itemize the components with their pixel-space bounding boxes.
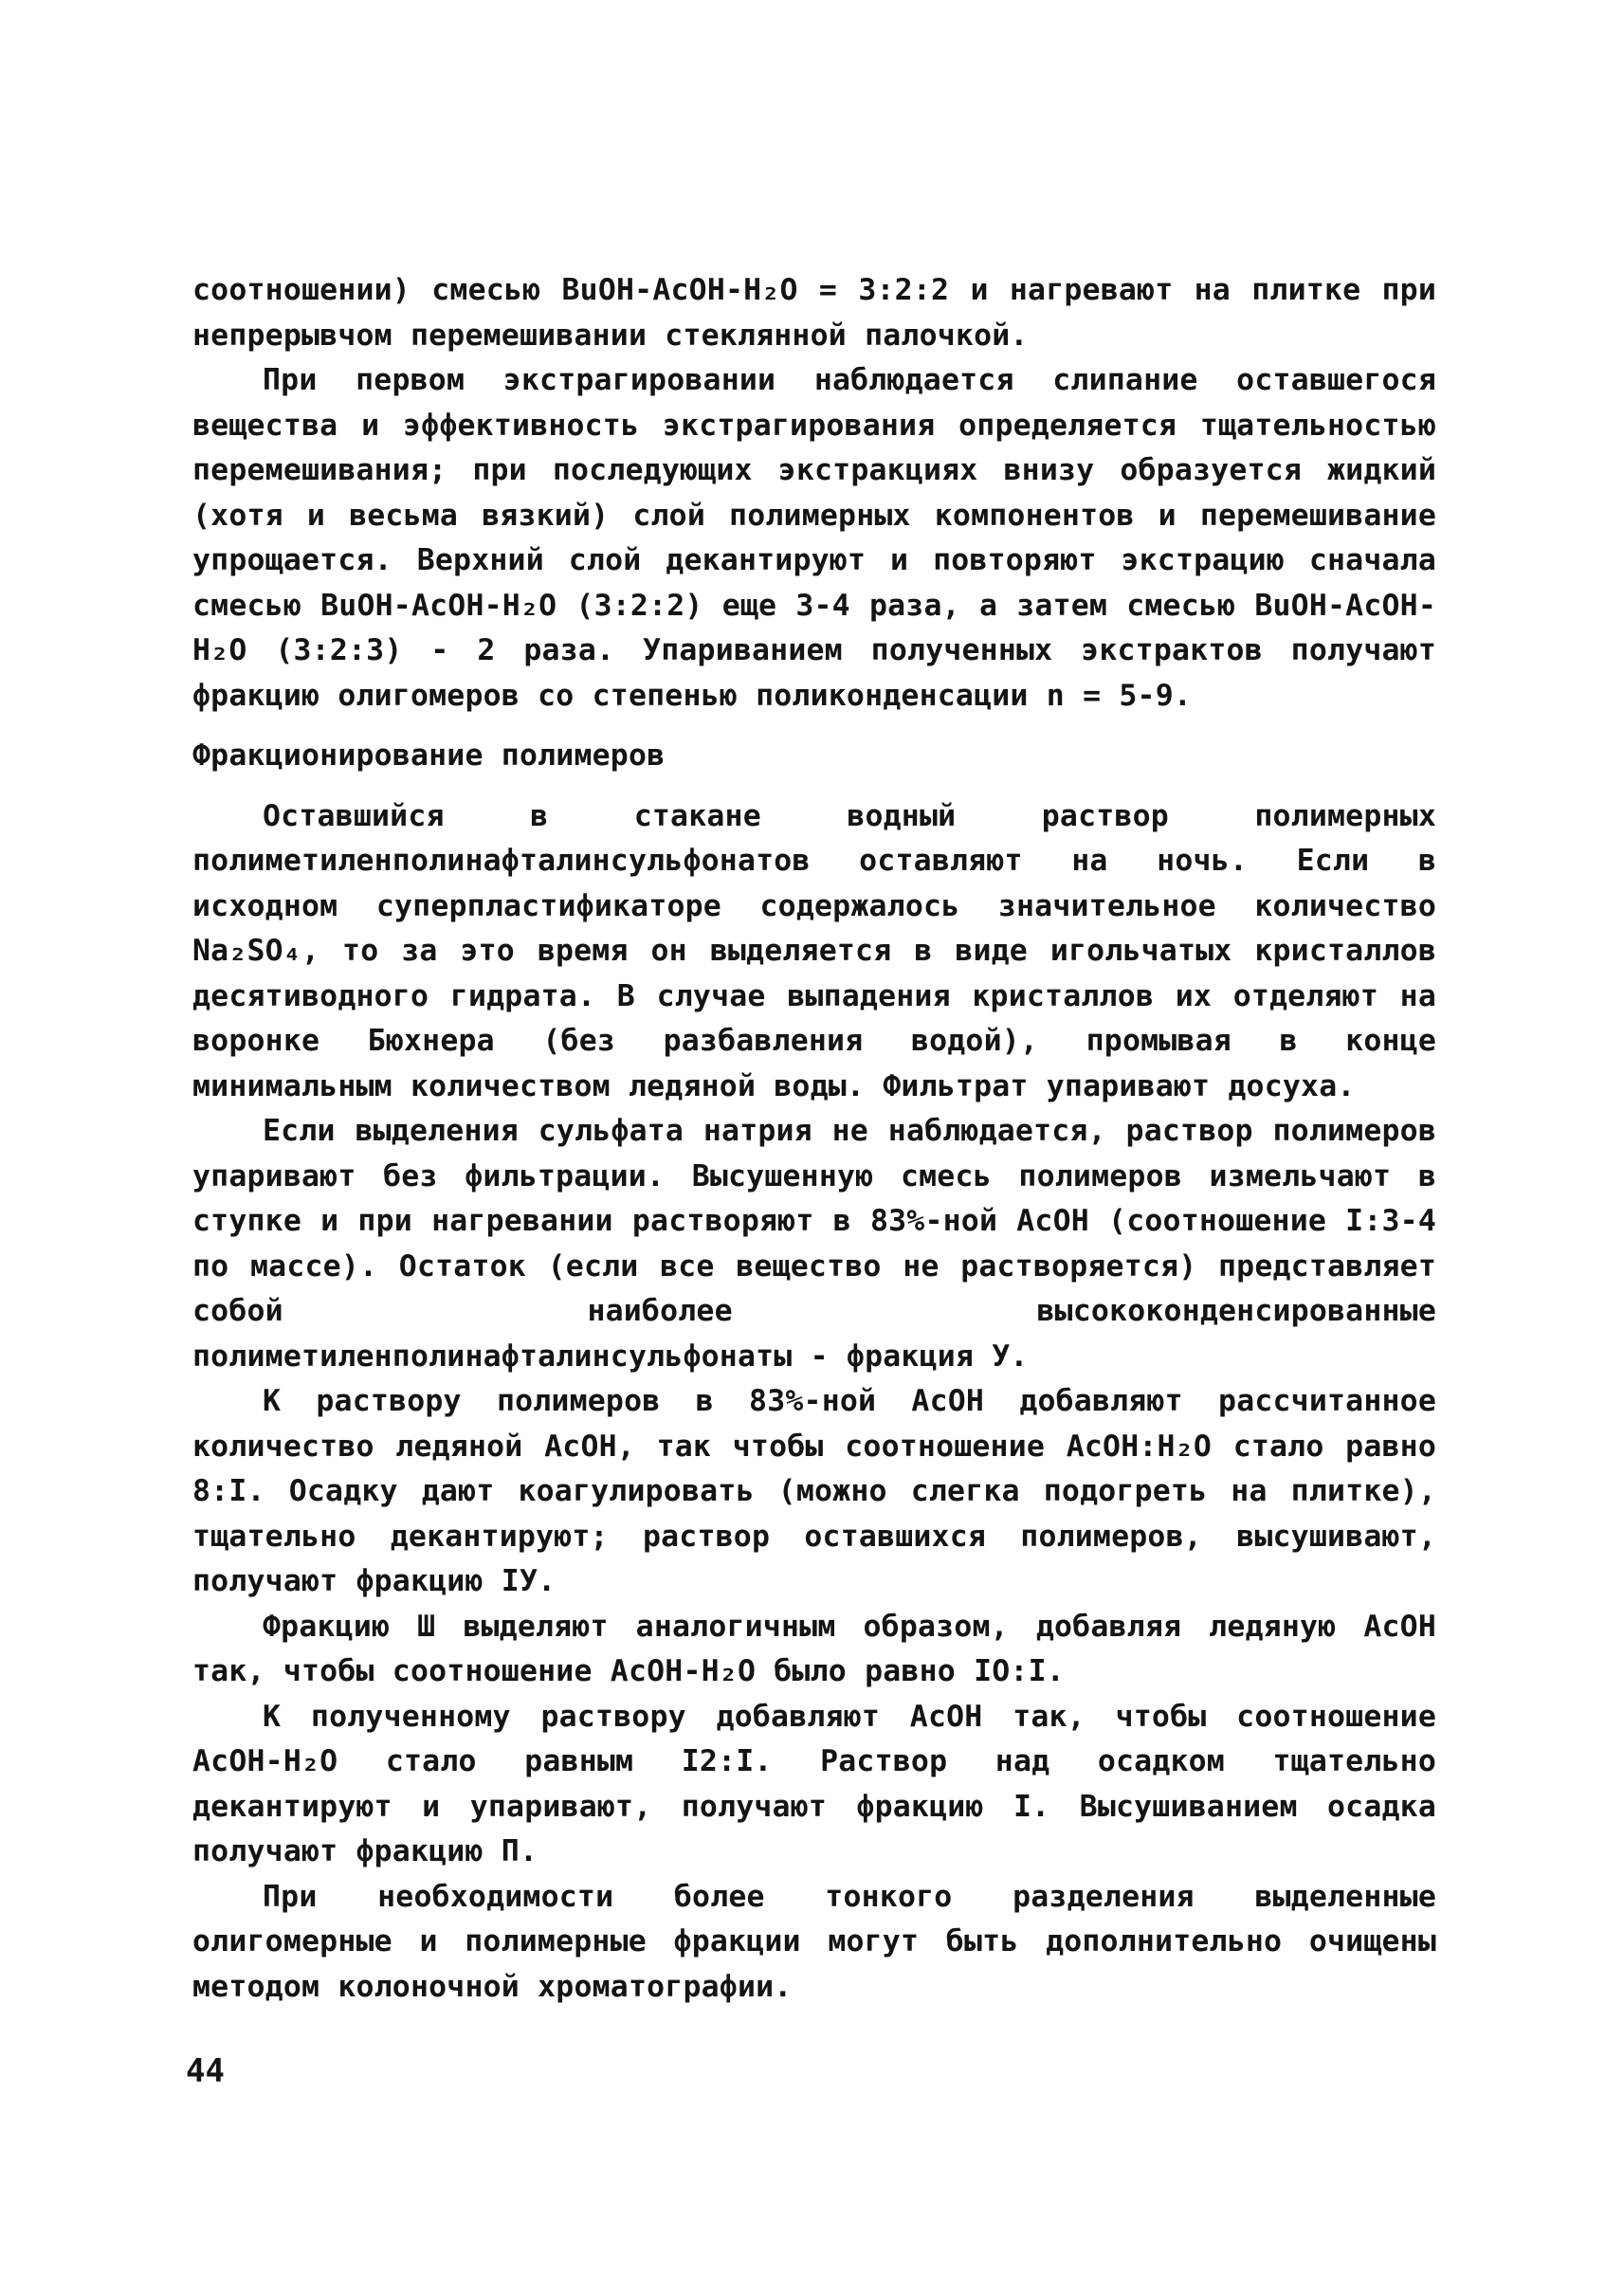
section-heading: Фракционирование полимеров [192,738,666,773]
paragraph-fraction-1-2: К полученному раствору добавляют AcOH так, чтобы соотношение AcOH-H₂O стало равным I2:I. Раствор над осадком тщательно декантируют и упаривают, получают фракцию I. Высушиванием осадка получают фракцию П. [192,1699,1436,1868]
paragraph-solution: Оставшийся в стакане водный раствор полимерных полиметиленполинафталинсульфонатов оставляют на ночь. Если в исходном суперпластификаторе содержалось значительное количество Na₂SO₄, то за это время он выделяется в виде игольчатых кристаллов десятиводного гидрата. В случае выпадения кристаллов их отделяют на воронке Бюхнера (без разбавления водой), промывая в конце минимальным количеством ледяной воды. Фильтрат упаривают досуха. [192,798,1436,1103]
paragraph-evaporation: Если выделения сульфата натрия не наблюдается, раствор полимеров упаривают без фильтрации. Высушенную смесь полимеров измельчают в ступке и при нагревании растворяют в 83%-ной AcOH (соотношение I:3-4 по массе). Остаток (если все вещество не растворяется) представляет собой наиболее высококонденсированные полиметиленполинафталинсульфонаты - фракция У. [192,1114,1436,1374]
paragraph-fraction-4: К раствору полимеров в 83%-ной AcOH добавляют рассчитанное количество ледяной AcOH, так чтобы соотношение AcOH:H₂O стало равно 8:I. Осадку дают коагулировать (можно слегка подогреть на плитке), тщательно декантируют; раствор оставшихся полимеров, высушивают, получают фракцию IУ. [192,1384,1436,1598]
paragraph-fraction-3: Фракцию Ш выделяют аналогичным образом, добавляя ледяную AcOH так, чтобы соотношение AcOH-H₂O было равно IO:I. [192,1609,1436,1688]
paragraph-continuation: соотношении) смесью BuOH-AcOH-H₂O = 3:2:2 и нагревают на плитке при непрерывчом перемешивании стеклянной палочкой. [192,273,1436,353]
body-text [192,268,1436,2010]
page-number: 44 [186,2052,225,2090]
paragraph-extraction: При первом экстрагировании наблюдается слипание оставшегося вещества и эффективность экстрагирования определяется тщательностью перемешивания; при последующих экстракциях внизу образуется жидкий (хотя и весьма вязкий) слой полимерных компонентов и перемешивание упрощается. Верхний слой декантируют и повторяют экстрацию сначала смесью BuOH-AcOH-H₂O (3:2:2) еще 3-4 раза, а затем смесью BuOH-AcOH-H₂O (3:2:3) - 2 раза. Упариванием полученных экстрактов получают фракцию олигомеров со степенью поликонденсации n = 5-9. [192,363,1436,713]
paragraph-chromatography: При необходимости более тонкого разделения выделенные олигомерные и полимерные фракции могут быть дополнительно очищены методом колоночной хроматографии. [192,1879,1436,2004]
